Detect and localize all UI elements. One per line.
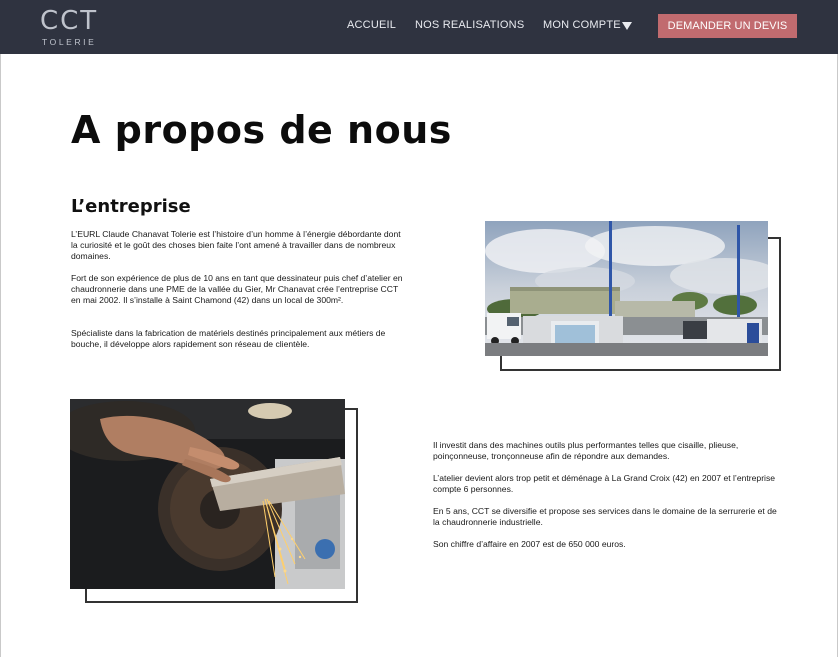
grinder-photo <box>70 399 345 589</box>
demander-devis-button[interactable]: DEMANDER UN DEVIS <box>658 14 797 38</box>
page-border-left <box>0 54 1 657</box>
nav-realisations[interactable]: NOS REALISATIONS <box>415 19 525 31</box>
paragraph-experience: Fort de son expérience de plus de 10 ans en tant que dessinateur puis chef d’atelier en chaudronnerie dans une PME de la vallée du Gier, Mr Chanavat crée l’entreprise CCT en mai 2002. Il s’installe à Saint Chamond (42) dans un local de 300m². <box>71 273 403 305</box>
paragraph-atelier: L’atelier devient alors trop petit et déménage à La Grand Croix (42) en 2007 et l’entreprise compte 6 personnes. <box>433 473 776 494</box>
caret-down-icon[interactable] <box>622 22 632 30</box>
paragraph-intro: L’EURL Claude Chanavat Tolerie est l’histoire d’un homme à l’énergie débordante dont la curiosité et le goût des choses bien faite l’ont amené à travailler dans de nombreux domaines. <box>71 229 401 261</box>
logo[interactable] <box>40 6 100 48</box>
paragraph-diversifie: En 5 ans, CCT se diversifie et propose ses services dans le domaine de la serrurerie et de la chaudronnerie industrielle. <box>433 506 777 527</box>
paragraph-chiffre-affaire: Son chiffre d’affaire en 2007 est de 650 000 euros. <box>433 539 626 549</box>
nav-mon-compte[interactable]: MON COMPTE <box>543 19 621 31</box>
paragraph-investit: Il investit dans des machines outils plus performantes telles que cisaille, plieuse, poinçonneuse, tronçonneuse afin de répondre aux demandes. <box>433 440 739 461</box>
top-navigation-bar <box>0 0 838 54</box>
nav-accueil[interactable]: ACCUEIL <box>347 19 397 31</box>
paragraph-specialiste: Spécialiste dans la fabrication de matériels destinés principalement aux métiers de bouche, il développe alors rapidement son réseau de clientèle. <box>71 328 386 349</box>
page-title: A propos de nous <box>71 108 452 152</box>
logo-subtext: TOLERIE <box>42 37 97 47</box>
logo-text: CCT <box>40 6 99 36</box>
section-title: L’entreprise <box>71 196 191 217</box>
factory-photo <box>485 221 768 356</box>
